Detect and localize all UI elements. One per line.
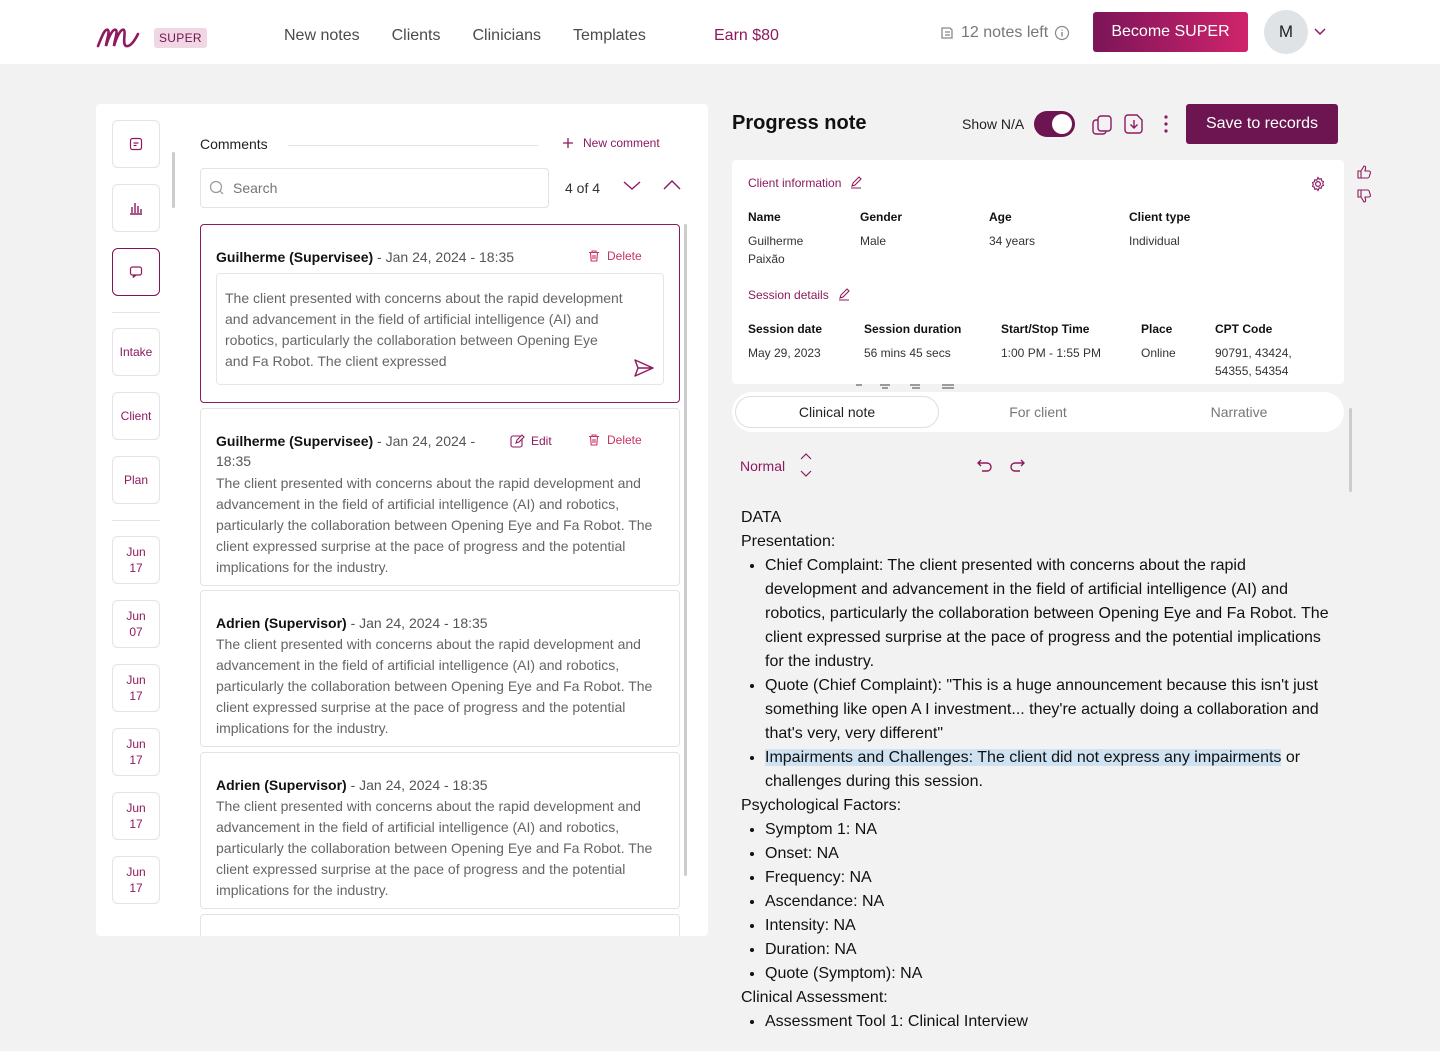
rail-date-button[interactable]: Jun 17 (112, 728, 160, 776)
comment-header (216, 775, 656, 795)
rail-client-button[interactable]: Client (112, 392, 160, 440)
comment-text: The client presented with concerns about the rapid development and advancement in the field of artificial intelligence (AI) and robotics, particularly the collaboration between Opening Eye and Fa Robot. The client expressed surprise at the pace of progress and the potential implications for the industry. (216, 475, 653, 575)
rail-scrollbar[interactable] (172, 152, 175, 208)
save-to-records-button[interactable]: Save to records (1186, 104, 1338, 144)
nav-clients[interactable]: Clients (391, 27, 441, 44)
rail-date-button[interactable]: Jun 17 (112, 792, 160, 840)
list-item: • Frequency: NA (765, 866, 1341, 890)
rail-date-button[interactable]: Jun 07 (112, 600, 160, 648)
rail-plan-button[interactable]: Plan (112, 456, 160, 504)
bar-chart-icon (128, 200, 144, 216)
session-duration-field: Session duration 56 mins 45 secs (864, 322, 962, 360)
cpt-code-field: CPT Code 90791, 43424, 54355, 54354 (1215, 322, 1292, 378)
list-item: • Intensity: NA (765, 914, 1341, 938)
plus-icon (562, 137, 574, 149)
list-item-text: or challenges during this session. (765, 749, 1301, 790)
thumbs-down-icon[interactable] (1356, 188, 1372, 204)
comment-card[interactable] (200, 590, 680, 747)
comment-draft-text: The client presented with concerns about the rapid development and advancement in the field of artificial intelligence (AI) and robotics, particularly the collaboration between Opening Eye and Fa Robot. The client expressed (225, 290, 623, 369)
list-item: • Duration: NA (765, 938, 1341, 962)
list-item: • Chief Complaint: The client presented with concerns about the rapid development and advancement in the field of artificial intelligence (AI) and robotics, particularly the collaboration between Opening Eye and Fa Robot. The client expressed surprise at the pace of progress and the potential implications for the industry. (765, 554, 1341, 674)
page-title: Progress note (732, 112, 867, 134)
super-badge: SUPER (154, 28, 207, 48)
client-gender-field: Gender Male (860, 210, 903, 248)
comment-author: Guilherme (Supervisee) (216, 433, 374, 449)
presentation-heading: Presentation: (741, 533, 836, 550)
chevron-down-icon[interactable] (622, 180, 642, 192)
client-age-field: Age 34 years (989, 210, 1036, 248)
session-date-field: Session date May 29, 2023 (748, 322, 823, 360)
comment-list (200, 224, 680, 936)
info-icon[interactable] (1054, 25, 1070, 41)
delete-label: Delete (607, 249, 642, 263)
comment-meta: - Jan 24, 2024 - 18:35 (373, 249, 515, 265)
redo-icon[interactable] (1008, 456, 1026, 474)
comment-header (216, 431, 506, 471)
nav-templates[interactable]: Templates (572, 27, 646, 44)
notes-left (939, 23, 1070, 43)
comment-icon (128, 264, 144, 280)
comment-card[interactable] (200, 224, 680, 403)
delete-label: Delete (607, 433, 642, 447)
comment-author: Adrien (Supervisor) (216, 777, 347, 793)
divider (288, 145, 538, 146)
delete-button[interactable] (587, 249, 642, 263)
rail-intake-button[interactable]: Intake (112, 328, 160, 376)
rail-comments-button[interactable] (112, 248, 160, 296)
show-na-label: Show N/A (962, 116, 1025, 132)
chevron-down-icon[interactable] (1313, 26, 1327, 38)
notes-left-text: 12 notes left (961, 24, 1049, 41)
list-item (765, 746, 1341, 794)
comment-text: The client presented with concerns about the rapid development and advancement in the field of artificial intelligence (AI) and robotics, particularly the collaboration between Opening Eye and Fa Robot. The client expressed surprise at the pace of progress and the potential implications for the industry. (216, 798, 653, 898)
undo-icon[interactable] (976, 456, 994, 474)
comment-meta: - Jan 24, 2024 - 18:35 (216, 433, 476, 469)
rail-date-button[interactable]: Jun 17 (112, 536, 160, 584)
clinical-list (741, 1010, 1341, 1034)
session-time-field: Start/Stop Time 1:00 PM - 1:55 PM (1001, 322, 1102, 360)
avatar[interactable]: M (1264, 10, 1308, 54)
comment-meta: - Jan 24, 2024 - 18:35 (346, 615, 488, 631)
session-place-field: Place Online (1141, 322, 1176, 360)
note-scrollbar[interactable] (1349, 408, 1352, 492)
list-item: • Symptom 1: NA (765, 818, 1341, 842)
presentation-list (741, 554, 1341, 794)
list-item: • Quote (Chief Complaint): "This is a huge announcement because this isn't just something like open A I investment... they're actually doing a collaboration and that's very, very different" (765, 674, 1341, 746)
new-comment-label: New comment (583, 136, 660, 150)
delete-button[interactable] (587, 433, 642, 447)
list-item: • Onset: NA (765, 842, 1341, 866)
chevron-up-icon[interactable] (662, 178, 682, 192)
rail-divider (112, 520, 160, 521)
note-icon (128, 136, 144, 152)
comment-meta: - Jan 24, 2024 - 18:35 (346, 777, 488, 793)
search-input[interactable] (233, 180, 533, 196)
comment-card[interactable] (200, 914, 680, 936)
client-info-title: Client information (748, 176, 842, 190)
highlighted-text: Impairments and Challenges: The client did not express any impairments (765, 749, 1282, 766)
nav-clinicians[interactable]: Clinicians (472, 27, 541, 44)
edit-icon[interactable] (849, 176, 863, 190)
comment-search (200, 168, 549, 208)
more-icon[interactable] (1158, 112, 1174, 136)
new-comment-button[interactable] (562, 136, 660, 150)
trash-icon (587, 249, 601, 263)
updown-chevron-icon[interactable] (800, 452, 812, 478)
notes-icon (939, 25, 955, 41)
send-icon[interactable] (633, 358, 655, 378)
comment-pager: 4 of 4 (565, 180, 601, 196)
client-name-field: Name Guilherme Paixão (748, 210, 804, 266)
comment-author: Adrien (Supervisor) (216, 615, 347, 631)
text-format-select[interactable]: Normal (740, 458, 786, 474)
comment-header (216, 247, 516, 267)
comments-panel (96, 104, 708, 936)
list-item: • Assessment Tool 1: Clinical Interview (765, 1010, 1341, 1034)
client-info-card (732, 160, 1344, 384)
comments-scrollbar[interactable] (684, 224, 687, 876)
rail-stats-button[interactable] (112, 184, 160, 232)
top-nav (0, 0, 1440, 64)
list-item: • Quote (Symptom): NA (765, 962, 1341, 986)
trash-icon (587, 433, 601, 447)
comment-card[interactable] (200, 752, 680, 909)
comment-edit-field[interactable] (216, 273, 664, 385)
edit-label: Edit (531, 434, 552, 448)
toggle-knob (1052, 114, 1072, 134)
earn-link[interactable]: Earn $80 (714, 27, 779, 44)
tab-clinical-note[interactable]: Clinical note (735, 396, 939, 428)
clinical-heading: Clinical Assessment: (741, 989, 888, 1006)
client-info-header (748, 176, 863, 190)
show-na-toggle[interactable] (1034, 111, 1075, 137)
edit-icon[interactable] (837, 288, 851, 302)
comment-author: Guilherme (Supervisee) (216, 249, 374, 265)
main-nav (284, 26, 646, 46)
comment-header (216, 613, 656, 633)
copy-icon[interactable] (1090, 112, 1114, 136)
become-super-button[interactable]: Become SUPER (1093, 12, 1248, 52)
session-details-title: Session details (748, 288, 829, 302)
data-heading: DATA (741, 509, 782, 526)
edit-button[interactable] (509, 433, 552, 449)
toolbar-peek-icon (852, 384, 962, 392)
psych-heading: Psychological Factors: (741, 797, 902, 814)
psych-list (741, 818, 1341, 986)
session-details-header (748, 288, 851, 302)
comments-title: Comments (200, 136, 268, 152)
edit-icon (509, 433, 525, 449)
client-type-field: Client type Individual (1129, 210, 1191, 248)
comment-card[interactable] (200, 408, 680, 586)
rail-date-button[interactable]: Jun 17 (112, 856, 160, 904)
list-item: • Ascendance: NA (765, 890, 1341, 914)
rail-date-button[interactable]: Jun 17 (112, 664, 160, 712)
search-icon (209, 180, 225, 196)
download-icon[interactable] (1122, 112, 1146, 136)
rail-notes-button[interactable] (112, 120, 160, 168)
tab-for-client[interactable]: For client (1009, 404, 1067, 420)
logo-icon[interactable] (96, 20, 140, 50)
nav-new-notes[interactable]: New notes (284, 27, 360, 44)
note-tabs (732, 392, 1344, 432)
note-editor[interactable] (741, 506, 1341, 1034)
comment-text: The client presented with concerns about the rapid development and advancement in the field of artificial intelligence (AI) and robotics, particularly the collaboration between Opening Eye and Fa Robot. The client expressed surprise at the pace of progress and the potential implications for the industry. (216, 636, 653, 736)
rail-divider (112, 312, 160, 313)
thumbs-up-icon[interactable] (1356, 164, 1372, 180)
tab-narrative[interactable]: Narrative (1210, 404, 1268, 420)
gear-icon[interactable] (1310, 176, 1326, 192)
